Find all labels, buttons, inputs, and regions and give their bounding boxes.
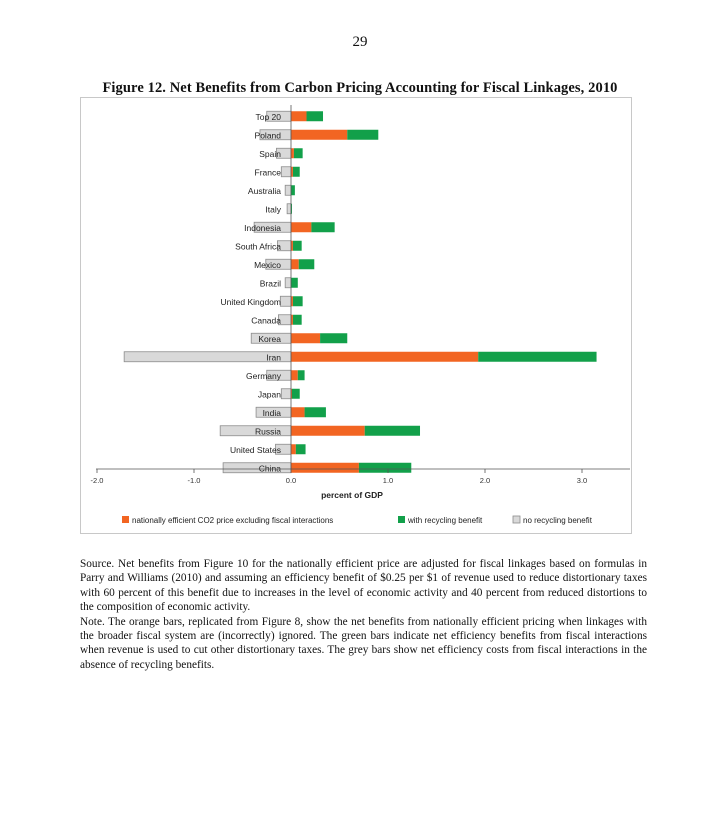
bar-recycling-benefit: [291, 278, 298, 288]
bar-no-recycling: [281, 167, 291, 177]
category-label: Top 20: [255, 111, 281, 122]
source-note: Source. Net benefits from Figure 10 for the nationally efficient price are adjusted for fiscal linkages based on formulas in Parry and Williams (2010) and assuming an efficiency benefit of $0.25 per $1 of revenue used to reduce distortionary taxes with 60 percent of this benefit due to increases in the level of economic activity and 40 percent from reduced distortions to the composition of economic activity.: [80, 558, 647, 614]
x-tick-label: 2.0: [479, 476, 491, 485]
bar-recycling-benefit: [296, 444, 306, 454]
bar-recycling-benefit: [365, 426, 420, 436]
bar-efficient-price: [291, 352, 478, 362]
category-label: Brazil: [259, 278, 281, 289]
category-label: Indonesia: [244, 222, 281, 233]
bar-efficient-price: [291, 130, 347, 140]
category-label: Spain: [259, 148, 281, 159]
bar-no-recycling: [285, 278, 291, 288]
bar-efficient-price: [291, 426, 365, 436]
x-axis-label: percent of GDP: [321, 490, 383, 500]
bar-efficient-price: [291, 444, 296, 454]
legend-no-recycling-swatch: [513, 516, 520, 523]
bar-recycling-benefit: [293, 296, 303, 306]
figure-notes: [80, 557, 647, 672]
bar-efficient-price: [291, 407, 305, 417]
x-tick-label: 1.0: [382, 476, 394, 485]
category-label: France: [254, 167, 281, 178]
bar-chart: [80, 97, 632, 534]
legend-recycling-benefit-text: with recycling benefit: [408, 516, 483, 525]
category-label: Korea: [258, 333, 281, 344]
bar-recycling-benefit: [298, 370, 305, 380]
category-label: Poland: [254, 130, 281, 141]
bar-no-recycling: [280, 296, 291, 306]
x-tick-label: 0.0: [285, 476, 297, 485]
bar-no-recycling: [285, 185, 291, 195]
bar-recycling-benefit: [359, 463, 411, 473]
category-label: Canada: [251, 315, 281, 326]
category-label: Italy: [265, 204, 281, 215]
bar-recycling-benefit: [478, 352, 596, 362]
category-label: Germany: [246, 370, 281, 381]
category-label: Iran: [266, 352, 281, 363]
bar-efficient-price: [291, 222, 311, 232]
x-tick-label: -1.0: [187, 476, 201, 485]
bar-recycling-benefit: [294, 148, 303, 158]
x-tick-label: 3.0: [576, 476, 588, 485]
bar-recycling-benefit: [293, 241, 302, 251]
legend-no-recycling-text: no recycling benefit: [523, 516, 592, 525]
category-label: India: [262, 407, 281, 418]
bar-recycling-benefit: [307, 111, 323, 121]
bar-recycling-benefit: [320, 333, 347, 343]
bar-recycling-benefit: [291, 185, 295, 195]
bar-recycling-benefit: [292, 389, 300, 399]
bar-recycling-benefit: [299, 259, 315, 269]
bar-no-recycling: [281, 389, 291, 399]
explanatory-note: Note. The orange bars, replicated from Figure 8, show the net benefits from nationally efficient pricing when linkages with the broader fiscal system are (incorrectly) ignored. The green bars indicate net efficiency benefits from fiscal interactions when revenue is used to cut other distortionary taxes. The grey bars show net efficiency costs from fiscal interactions in the absence of recycling benefits.: [80, 615, 647, 671]
bar-recycling-benefit: [293, 315, 302, 325]
category-label: Japan: [257, 389, 281, 400]
legend-efficient-price-text: nationally efficient CO2 price excluding fiscal interactions: [132, 516, 334, 525]
page-number: 29: [352, 34, 368, 50]
bar-recycling-benefit: [311, 222, 334, 232]
figure-title: Figure 12. Net Benefits from Carbon Pricing Accounting for Fiscal Linkages, 2010: [102, 80, 618, 96]
bar-no-recycling: [287, 204, 291, 214]
category-label: Russia: [255, 426, 281, 437]
legend-efficient-price-swatch: [122, 516, 129, 523]
bar-efficient-price: [291, 333, 320, 343]
legend-recycling-benefit-swatch: [398, 516, 405, 523]
category-label: China: [258, 463, 281, 474]
bar-efficient-price: [291, 370, 298, 380]
category-label: United Kingdom: [220, 296, 281, 307]
bar-efficient-price: [291, 148, 294, 158]
category-label: Mexico: [254, 259, 281, 270]
category-label: United States: [229, 444, 281, 455]
bar-efficient-price: [291, 259, 299, 269]
bar-recycling-benefit: [305, 407, 326, 417]
bar-efficient-price: [291, 463, 359, 473]
category-label: Australia: [247, 185, 281, 196]
bar-efficient-price: [291, 111, 307, 121]
category-label: South Africa: [235, 241, 281, 252]
x-tick-label: -2.0: [90, 476, 104, 485]
bar-recycling-benefit: [347, 130, 378, 140]
bar-recycling-benefit: [293, 167, 300, 177]
